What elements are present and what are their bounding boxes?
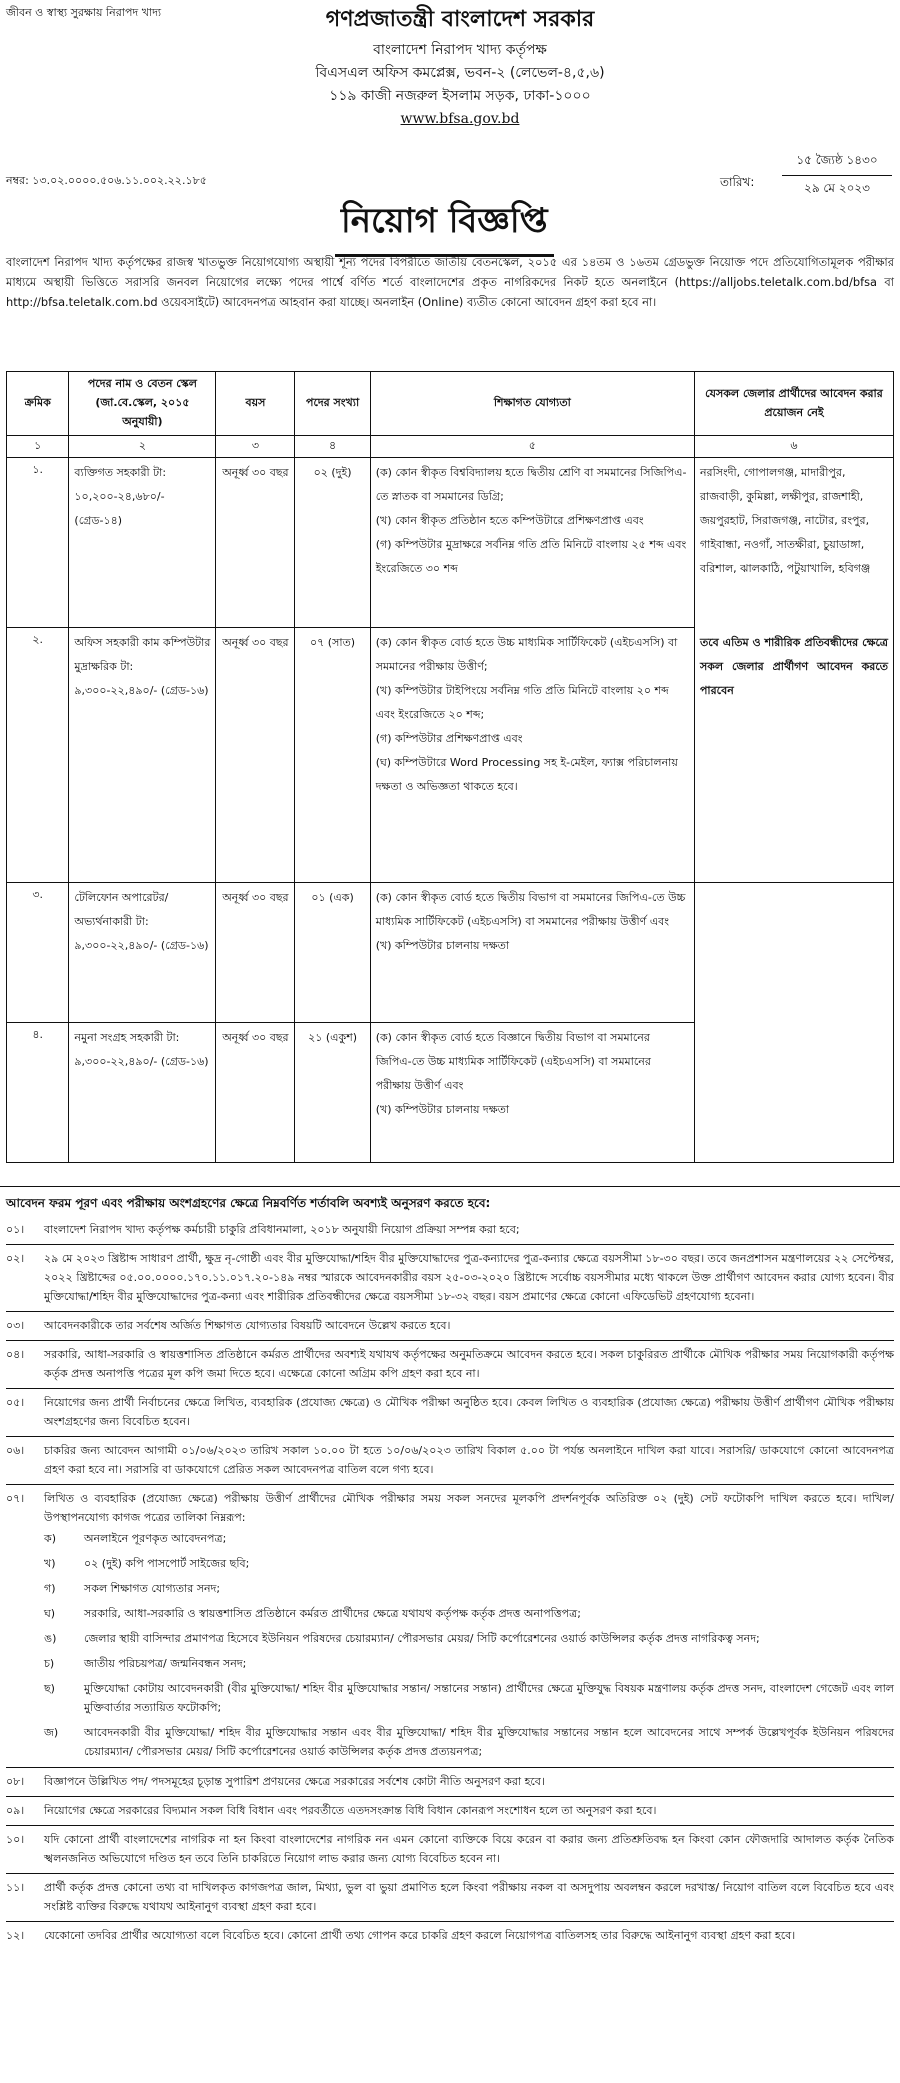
document-text: সকল শিক্ষাগত যোগ্যতার সনদ; [84, 1582, 221, 1595]
document-item [44, 1654, 894, 1673]
document-item [44, 1629, 894, 1648]
qualification-item: (ক) কোন স্বীকৃত বোর্ড হতে বিজ্ঞানে দ্বিতীয় বিভাগ বা সমমানের জিপিএ-তে উচ্চ মাধ্যমিক সার্টিফিকেট (এইচএসসি) বা সমমানের পরীক্ষায় উত্তীর্ণ এবং [375, 1031, 651, 1092]
header-qualification: শিক্ষাগত যোগ্যতা [370, 372, 694, 436]
condition-item [6, 1830, 894, 1868]
document-item [44, 1723, 894, 1761]
condition-text: বিজ্ঞাপনে উল্লিখিত পদ/ পদসমূহের চূড়ান্ত সুপারিশ প্রণয়নের ক্ষেত্রে সরকারের সর্বশেষ কোটা নীতি অনুসরণ করা হবে। [44, 1775, 545, 1788]
condition-item [6, 1878, 894, 1916]
post-name: ব্যক্তিগত সহকারী টা: ১০,২০০-২৪,৬৮০/- (গ্রেড-১৪) [69, 458, 216, 628]
header-serial: ক্রমিক [7, 372, 69, 436]
age-limit: অনূর্ধ্ব ৩০ বছর [216, 458, 295, 628]
authority-name: বাংলাদেশ নিরাপদ খাদ্য কর্তৃপক্ষ [373, 42, 547, 58]
condition-number: ০৩। [6, 1319, 25, 1332]
qualification-item: (গ) কম্পিউটার মুদ্রাক্ষরে সর্বনিম্ন গতি প্রতি মিনিটে বাংলায় ২৫ শব্দ এবং ইংরেজিতে ৩০ শব্দ [375, 538, 687, 575]
qualification-item: (খ) কোন স্বীকৃত প্রতিষ্ঠান হতে কম্পিউটারে প্রশিক্ষণপ্রাপ্ত এবং [375, 514, 644, 527]
districts-blank [694, 883, 893, 1163]
condition-text: লিখিত ও ব্যবহারিক (প্রযোজ্য ক্ষেত্রে) পরীক্ষায় উত্তীর্ণ প্রার্থীদের মৌখিক পরীক্ষার সময় সকল সনদের মূলকপি প্রদর্শনপূর্বক অতিরিক্ত ০২ (দুই) সেট ফটোকপি দাখিল করতে হবে। দাখিল/ উপস্থাপনযোগ্য কাগজ পত্রের তালিকা নিম্নরূপ: [44, 1492, 894, 1524]
age-limit: অনূর্ধ্ব ৩০ বছর [216, 883, 295, 1023]
address-line-2: ১১৯ কাজী নজরুল ইসলাম সড়ক, ঢাকা-১০০০ [329, 88, 591, 104]
condition-item [6, 1441, 894, 1479]
condition-item [6, 1393, 894, 1431]
divider [6, 1340, 894, 1341]
qualification-list [370, 1023, 694, 1163]
date-bangla: ১৫ জ্যৈষ্ঠ ১৪৩০ [782, 152, 892, 176]
post-count: ২১ (একুশ) [295, 1023, 370, 1163]
post-name: টেলিফোন অপারেটর/ অভ্যর্থনাকারী টা: ৯,৩০০-২২,৪৯০/- (গ্রেড-১৬) [69, 883, 216, 1023]
slogan: জীবন ও স্বাস্থ্য সুরক্ষায় নিরাপদ খাদ্য [6, 6, 162, 19]
qualification-list [370, 883, 694, 1023]
divider [6, 1388, 894, 1389]
qualification-item: (গ) কম্পিউটার প্রশিক্ষণপ্রাপ্ত এবং [375, 732, 523, 745]
condition-number: ০৭। [6, 1492, 25, 1505]
col-number: ৩ [216, 436, 295, 458]
col-number: ২ [69, 436, 216, 458]
condition-item [6, 1926, 894, 1945]
intro-paragraph: বাংলাদেশ নিরাপদ খাদ্য কর্তৃপক্ষের রাজস্ব খাতভুক্ত নিয়োগযোগ্য অস্থায়ী শূন্য পদের বিপরীতে জাতীয় বেতনস্কেল, ২০১৫ এর ১৪তম ও ১৬তম গ্রেডভুক্ত নিয়োক্ত পদে প্রতিযোগিতামূলক পরীক্ষার মাধ্যমে অস্থায়ী ভিত্তিতে সরাসরি জনবল নিয়োগের লক্ষ্যে পদের পার্শ্বে বর্ণিত শর্তে বাংলাদেশের প্রকৃত নাগরিকদের নিকট হতে অনলাইনে (https://alljobs.teletalk.com.bd/bfsa বা http://bfsa.teletalk.com.bd ওয়েবসাইটে) আবেদনপত্র আহবান করা যাচ্ছে। অনলাইন (Online) ব্যতীত কোনো আবেদন গ্রহণ করা হবে না। [6, 255, 894, 309]
document-text: জেলার স্থায়ী বাসিন্দার প্রমাণপত্র হিসেবে ইউনিয়ন পরিষদের চেয়ারম্যান/ পৌরসভার মেয়র/ সিটি কর্পোরেশনের ওয়ার্ড কাউন্সিলর কর্তৃক প্রদত্ত নাগরিকত্ব সনদ; [84, 1632, 760, 1645]
row-serial: ১. [7, 458, 69, 628]
header-districts: যেসকল জেলার প্রার্থীদের আবেদন করার প্রয়োজন নেই [694, 372, 893, 436]
posts-table [6, 371, 894, 1163]
condition-item [6, 1220, 894, 1239]
condition-item [6, 1772, 894, 1791]
qualification-item: (ক) কোন স্বীকৃত বিশ্ববিদ্যালয় হতে দ্বিতীয় শ্রেণি বা সমমানের সিজিপিএ-তে স্নাতক বা সমমানের ডিগ্রি; [375, 466, 687, 503]
conditions-list [6, 1220, 894, 1950]
qualification-item: (খ) কম্পিউটার চালনায় দক্ষতা [375, 939, 510, 952]
divider [6, 1767, 894, 1768]
condition-text: যেকোনো তদবির প্রার্থীর অযোগ্যতা বলে বিবেচিত হবে। কোনো প্রার্থী তথ্য গোপন করে চাকরি গ্রহণ করলে নিয়োগপত্র বাতিলসহ তার বিরুদ্ধে আইনানুগ ব্যবস্থা গ্রহণ করা হবে। [44, 1929, 796, 1942]
condition-item [6, 1249, 894, 1306]
document-list [44, 1529, 894, 1761]
document-item [44, 1579, 894, 1598]
divider [6, 1873, 894, 1874]
document-label: জ) [44, 1726, 59, 1739]
condition-number: ১০। [6, 1833, 25, 1846]
divider [6, 1484, 894, 1485]
document-text: সরকারি, আধা-সরকারি ও স্বায়ত্তশাসিত প্রতিষ্ঠানে কর্মরত প্রার্থীদের ক্ষেত্রে যথাযথ কর্তৃপক্ষ কর্তৃক প্রদত্ত অনাপত্তিপত্র; [84, 1607, 581, 1620]
document-item [44, 1529, 894, 1548]
qualification-item: (ঘ) কম্পিউটারে Word Processing সহ ই-মেইল, ফ্যাক্স পরিচালনায় দক্ষতা ও অভিজ্ঞতা থাকতে হবে। [375, 756, 678, 793]
letterhead [200, 0, 720, 131]
ineligible-districts [694, 458, 893, 883]
col-number: ১ [7, 436, 69, 458]
condition-text: ২৯ মে ২০২৩ খ্রিষ্টাব্দ সাধারণ প্রার্থী, ক্ষুদ্র নৃ-গোষ্ঠী এবং বীর মুক্তিযোদ্ধা/শহিদ বীর মুক্তিযোদ্ধাদের পুত্র-কন্যাদের পুত্র-কন্যার ক্ষেত্রে বয়সসীমা ১৮-৩০ বছর। তবে জনপ্রশাসন মন্ত্রণালয়ের ২২ সেপ্টেম্বর, ২০২২ খ্রিষ্টাব্দের ০৫.০০.০০০০.১৭০.১১.০১৭.২০-১৪৯ নম্বর স্মারকে আবেদনকারীর বয়স ২৫-০৩-২০২০ খ্রিষ্টাব্দে সর্বোচ্চ বয়সসীমার মধ্যে থাকলে উক্ত প্রার্থীগণ আবেদন করার যোগ্য হবেন। বীর মুক্তিযোদ্ধা/শহিদ বীর মুক্তিযোদ্ধাদের পুত্র-কন্যা এবং শারীরিক প্রতিবন্ধীদের ক্ষেত্রে বয়সসীমা ১৮-৩২ বছর। বয়স প্রমাণের ক্ষেত্রে কোনো এফিডেভিট গ্রহণযোগ্য হবেনা। [44, 1252, 894, 1303]
document-text: মুক্তিযোদ্ধা কোটায় আবেদনকারী (বীর মুক্তিযোদ্ধা/ শহিদ বীর মুক্তিযোদ্ধার সন্তান/ সন্তানের সন্তান) প্রার্থীদের ক্ষেত্রে মুক্তিযুদ্ধ বিষয়ক মন্ত্রণালয় কর্তৃক প্রদত্ত সনদ, বাংলাদেশ গেজেট এবং লাল মুক্তিবার্তার সত্যায়িত ফটোকপি; [84, 1682, 894, 1714]
post-count: ০৭ (সাত) [295, 628, 370, 883]
divider [6, 1244, 894, 1245]
row-serial: ৩. [7, 883, 69, 1023]
section-divider [0, 1186, 900, 1187]
district-list: নরসিংদী, গোপালগঞ্জ, মাদারীপুর, রাজবাড়ী, কুমিল্লা, লক্ষীপুর, রাজশাহী, জয়পুরহাট, সিরাজগঞ্জ, নাটোর, রংপুর, গাইবান্ধা, নওগাঁ, সাতক্ষীরা, চুয়াডাঙ্গা, বরিশাল, ঝালকাঠি, পটুয়াখালি, হবিগঞ্জ [699, 466, 871, 575]
document-label: ঘ) [44, 1607, 56, 1620]
header-count: পদের সংখ্যা [295, 372, 370, 436]
condition-number: ০৯। [6, 1804, 25, 1817]
age-limit: অনূর্ধ্ব ৩০ বছর [216, 628, 295, 883]
condition-text: যদি কোনো প্রার্থী বাংলাদেশের নাগরিক না হন কিংবা বাংলাদেশের নাগরিক নন এমন কোনো ব্যক্তিকে বিয়ে করেন বা করার জন্য প্রতিশ্রুতিবদ্ধ হন কিংবা কোন ফৌজদারি আদালত কর্তৃক নৈতিক স্খলনজনিত অভিযোগে দণ্ডিত হন তবে তিনি চাকরিতে নিয়োগ লাভ করার জন্য যোগ্য বিবেচিত হবেন না। [44, 1833, 894, 1865]
condition-text: প্রার্থী কর্তৃক প্রদত্ত কোনো তথ্য বা দাখিলকৃত কাগজপত্র জাল, মিথ্যা, ভুল বা ভুয়া প্রমাণিত হলে কিংবা পরীক্ষায় নকল বা অসদুপায় অবলম্বন করলে দরখাস্ত/ নিয়োগ বাতিল বলে বিবেচিত হবে এবং সংশ্লিষ্ট ব্যক্তির বিরুদ্ধে যথাযথ আইনানুগ ব্যবস্থা গ্রহণ করা হবে। [44, 1881, 894, 1913]
post-count: ০১ (এক) [295, 883, 370, 1023]
table-row [7, 458, 894, 628]
condition-text: চাকরির জন্য আবেদন আগামী ০১/০৬/২০২৩ তারিখ সকাল ১০.০০ টা হতে ১০/০৬/২০২৩ তারিখ বিকাল ৫.০০ টা পর্যন্ত অনলাইনে দাখিল করা যাবে। সরাসরি/ ডাকযোগে কোনো আবেদনপত্র গ্রহণ করা হবে না। সরাসরি বা ডাকযোগে প্রেরিত সকল আবেদনপত্র বাতিল বলে গণ্য হবে। [44, 1444, 894, 1476]
qualification-item: (খ) কম্পিউটার চালনায় দক্ষতা [375, 1103, 510, 1116]
condition-text: সরকারি, আধা-সরকারি ও স্বায়ত্তশাসিত প্রতিষ্ঠানে কর্মরত প্রার্থীদের অবশ্যই যথাযথ কর্তৃপক্ষের অনুমতিক্রমে আবেদন করতে হবে। সকল চাকুরিরত প্রার্থীকে মৌখিক পরীক্ষার সময় নিয়োগকারী কর্তৃপক্ষ কর্তৃক প্রদত্ত অনাপত্তি পত্রের মূল কপি জমা দিতে হবে। এক্ষেত্রে কোনো অগ্রিম কপি গ্রহণ করা হবে না। [44, 1348, 894, 1380]
qualification-item: (খ) কম্পিউটার টাইপিংয়ে সর্বনিম্ন গতি প্রতি মিনিটে বাংলায় ২০ শব্দ এবং ইংরেজিতে ২০ শব্দ; [375, 684, 669, 721]
divider [6, 1796, 894, 1797]
header-age: বয়স [216, 372, 295, 436]
header-post: পদের নাম ও বেতন স্কেল (জা.বে.স্কেল, ২০১৫ অনুযায়ী) [69, 372, 216, 436]
conditions-heading: আবেদন ফরম পূরণ এবং পরীক্ষায় অংশগ্রহণের ক্ষেত্রে নিম্নবর্ণিত শর্তাবলি অবশ্যই অনুসরণ করতে হবে: [6, 1196, 491, 1210]
government-name: গণপ্রজাতন্ত্রী বাংলাদেশ সরকার [325, 7, 595, 32]
condition-number: ০৬। [6, 1444, 25, 1457]
document-text: ০২ (দুই) কপি পাসপোর্ট সাইজের ছবি; [84, 1557, 250, 1570]
address-line-1: বিএসএল অফিস কমপ্লেক্স, ভবন-২ (লেভেল-৪,৫,৬) [315, 65, 605, 81]
post-name: অফিস সহকারী কাম কম্পিউটার মুদ্রাক্ষরিক টা: ৯,৩০০-২২,৪৯০/- (গ্রেড-১৬) [69, 628, 216, 883]
condition-number: ১১। [6, 1881, 25, 1894]
qualification-item: (ক) কোন স্বীকৃত বোর্ড হতে দ্বিতীয় বিভাগ বা সমমানের জিপিএ-তে উচ্চ মাধ্যমিক সার্টিফিকেট (এইচএসসি) বা সমমানের পরীক্ষায় উত্তীর্ণ এবং [375, 891, 686, 928]
district-exception-note: তবে এতিম ও শারীরিক প্রতিবন্ধীদের ক্ষেত্রে সকল জেলার প্রার্থীগণ আবেদন করতে পারবেন [699, 636, 888, 697]
document-label: খ) [44, 1557, 56, 1570]
document-item [44, 1604, 894, 1623]
document-label: চ) [44, 1657, 55, 1670]
document-text: জাতীয় পরিচয়পত্র/ জন্মনিবন্ধন সনদ; [84, 1657, 247, 1670]
document-label: গ) [44, 1582, 56, 1595]
row-serial: ২. [7, 628, 69, 883]
condition-item [6, 1489, 894, 1761]
col-number: ৬ [694, 436, 893, 458]
post-count: ০২ (দুই) [295, 458, 370, 628]
document-item [44, 1679, 894, 1717]
condition-text: নিয়োগের জন্য প্রার্থী নির্বাচনের ক্ষেত্রে লিখিত, ব্যবহারিক (প্রযোজ্য ক্ষেত্রে) ও মৌখিক পরীক্ষা অনুষ্ঠিত হবে। কেবল লিখিত ও ব্যবহারিক (প্রযোজ্য ক্ষেত্রে) পরীক্ষায় উত্তীর্ণ প্রার্থীগণ মৌখিক পরীক্ষায় অংশগ্রহণের জন্য বিবেচিত হবেন। [44, 1396, 894, 1428]
date-gregorian: ২৯ মে ২০২৩ [804, 181, 870, 195]
document-text: অনলাইনে পূরণকৃত আবেদনপত্র; [84, 1532, 227, 1545]
condition-number: ১২। [6, 1929, 25, 1942]
divider [6, 1311, 894, 1312]
divider [6, 1436, 894, 1437]
divider [6, 1921, 894, 1922]
condition-item [6, 1345, 894, 1383]
col-number: ৫ [370, 436, 694, 458]
memo-number: নম্বর: ১৩.০২.০০০০.৫০৬.১১.০০২.২২.১৮৫ [6, 174, 207, 187]
qualification-list [370, 628, 694, 883]
condition-item [6, 1801, 894, 1820]
qualification-list [370, 458, 694, 628]
condition-text: আবেদনকারীকে তার সর্বশেষ অর্জিত শিক্ষাগত যোগ্যতার বিষয়টি আবেদনে উল্লেখ করতে হবে। [44, 1319, 451, 1332]
condition-item [6, 1316, 894, 1335]
page-title: নিয়োগ বিজ্ঞপ্তি [335, 195, 554, 257]
post-name: নমুনা সংগ্রহ সহকারী টা: ৯,৩০০-২২,৪৯০/- (গ্রেড-১৬) [69, 1023, 216, 1163]
age-limit: অনূর্ধ্ব ৩০ বছর [216, 1023, 295, 1163]
condition-number: ০৪। [6, 1348, 25, 1361]
document-label: ঙ) [44, 1632, 57, 1645]
document-text: আবেদনকারী বীর মুক্তিযোদ্ধা/ শহিদ বীর মুক্তিযোদ্ধার সন্তান এবং বীর মুক্তিযোদ্ধা/ শহিদ বীর মুক্তিযোদ্ধার সন্তানের সন্তান হলে আবেদনের সাথে সম্পর্ক উল্লেখপূর্বক ইউনিয়ন পরিষদের চেয়ারম্যান/ পৌরসভার মেয়র/ সিটি কর্পোরেশনের ওয়ার্ড কাউন্সিলর কর্তৃক প্রদত্ত প্রত্যয়নপত্র; [84, 1726, 894, 1758]
qualification-item: (ক) কোন স্বীকৃত বোর্ড হতে উচ্চ মাধ্যমিক সার্টিফিকেট (এইচএসসি) বা সমমানের পরীক্ষায় উত্তীর্ণ; [375, 636, 678, 673]
condition-number: ০১। [6, 1223, 25, 1236]
website-link[interactable]: www.bfsa.gov.bd [400, 111, 520, 127]
row-serial: ৪. [7, 1023, 69, 1163]
document-label: ছ) [44, 1682, 55, 1695]
document-label: ক) [44, 1532, 56, 1545]
condition-number: ০৫। [6, 1396, 25, 1409]
table-row [7, 883, 894, 1023]
divider [6, 1825, 894, 1826]
table-header-row [7, 372, 894, 436]
table-number-row [7, 436, 894, 458]
condition-number: ০৮। [6, 1775, 25, 1788]
condition-text: বাংলাদেশ নিরাপদ খাদ্য কর্তৃপক্ষ কর্মচারী চাকুরি প্রবিধানমালা, ২০১৮ অনুযায়ী নিয়োগ প্রক্রিয়া সম্পন্ন করা হবে; [44, 1223, 520, 1236]
condition-number: ০২। [6, 1252, 25, 1265]
date-label: তারিখ: [720, 175, 755, 189]
document-item [44, 1554, 894, 1573]
condition-text: নিয়োগের ক্ষেত্রে সরকারের বিদ্যমান সকল বিধি বিধান এবং পরবর্তীতে এতদসংক্রান্ত বিধি বিধান কোনরূপ সংশোধন হলে তা অনুসরণ করা হবে। [44, 1804, 657, 1817]
col-number: ৪ [295, 436, 370, 458]
